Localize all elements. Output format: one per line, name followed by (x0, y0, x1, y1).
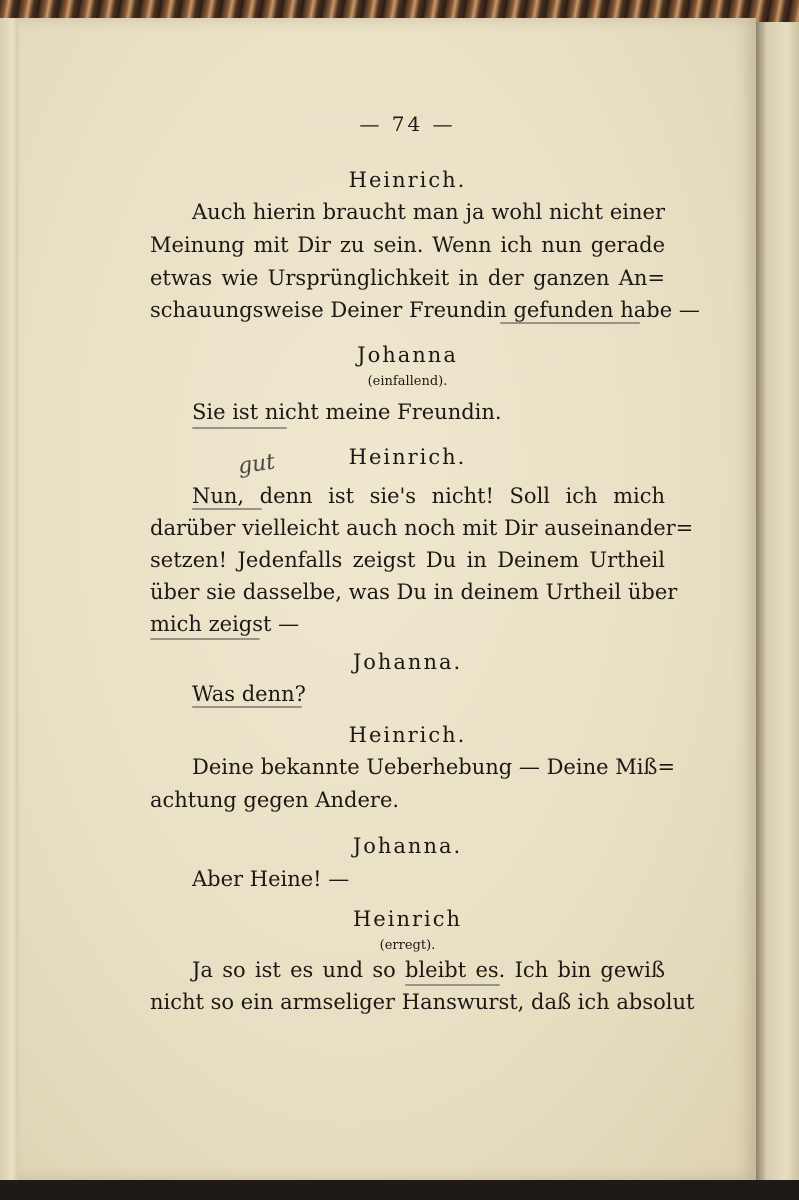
text-line: Was denn? (192, 682, 306, 706)
next-page-edge (756, 22, 799, 1180)
speaker-name: Heinrich. (348, 723, 467, 747)
stage-direction: (erregt). (379, 938, 436, 953)
text-line: etwas wie Ursprünglichkeit in der ganzen An= (150, 266, 665, 290)
text-line: Ja so ist es und so bleibt es. Ich bin gewiß (192, 958, 665, 982)
text-line: Sie ist nicht meine Freundin. (192, 400, 502, 424)
text-line: Deine bekannte Ueberhebung — Deine Miß= (192, 755, 676, 779)
text-line: achtung gegen Andere. (150, 788, 400, 812)
text-line: Meinung mit Dir zu sein. Wenn ich nun gerade (150, 233, 665, 257)
text-line: Aber Heine! — (192, 867, 350, 891)
text-line: Nun, denn ist sie's nicht! Soll ich mich (192, 484, 665, 508)
speaker-name: Johanna. (352, 650, 463, 674)
text-line: setzen! Jedenfalls zeigst Du in Deinem Urtheil (150, 548, 665, 572)
speaker-name: Johanna (357, 343, 458, 367)
text-line: Auch hierin braucht man ja wohl nicht einer (192, 200, 665, 224)
text-line: über sie dasselbe, was Du in deinem Urtheil über (150, 580, 678, 604)
background-edge (0, 1180, 799, 1200)
pencil-annotation: gut (236, 449, 277, 480)
text-line: schauungsweise Deiner Freundin gefunden habe — (150, 298, 700, 322)
speaker-name: Heinrich (352, 907, 463, 931)
pencil-underline (150, 638, 260, 640)
page-number: — 74 — (359, 112, 456, 136)
pencil-underline (500, 322, 640, 324)
pencil-underline (192, 427, 287, 429)
speaker-name: Heinrich. (348, 445, 467, 469)
speaker-name: Heinrich. (348, 168, 467, 192)
pencil-underline (192, 706, 302, 708)
text-line: darüber vielleicht auch noch mit Dir auseinander= (150, 516, 694, 540)
pencil-underline (192, 508, 262, 510)
speaker-name: Johanna. (352, 834, 463, 858)
text-line: mich zeigst — (150, 612, 300, 636)
text-line: nicht so ein armseliger Hanswurst, daß ich absolut (150, 990, 695, 1014)
pencil-underline (405, 984, 500, 986)
stage-direction: (einfallend). (367, 374, 448, 389)
